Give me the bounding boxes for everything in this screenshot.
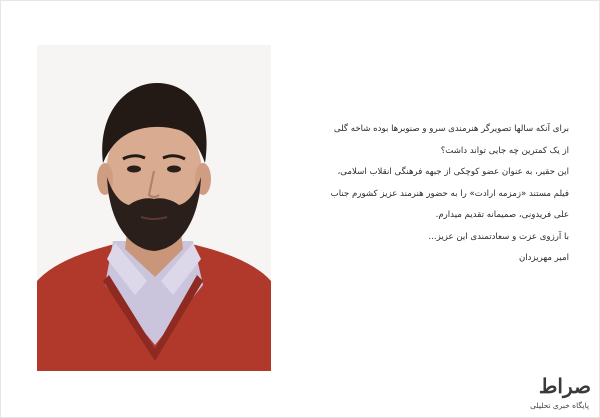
letter-line: از یک کمترین چه جایی تواند داشت؟ [440, 145, 569, 156]
letter-line: برای آنکه سالها تصویرگر هنرمندی سرو و صنوبرها بوده شاخه گلی [333, 124, 569, 134]
letter-line: این حقیر، به عنوان عضو کوچکی از جبهه فرهنگی انقلاب اسلامی، [337, 167, 569, 177]
letter-line: با آرزوی عزت و سعادتمندی این عزیز... [428, 231, 569, 242]
letter-line: فیلم مستند «زمزمه ارادت» را به حضور هنرمند عزیز کشورم جناب [330, 188, 569, 199]
watermark-logo: صراط [538, 374, 591, 398]
portrait-photo [37, 45, 271, 371]
site-watermark [471, 375, 591, 411]
letter-line: علی فریدونی، صمیمانه تقدیم میدارم. [435, 210, 569, 220]
dedication-letter [323, 119, 569, 270]
watermark-caption: پایگاه خبری تحلیلی [530, 401, 589, 410]
letter-signature: امیر مهریزدان [518, 253, 569, 263]
